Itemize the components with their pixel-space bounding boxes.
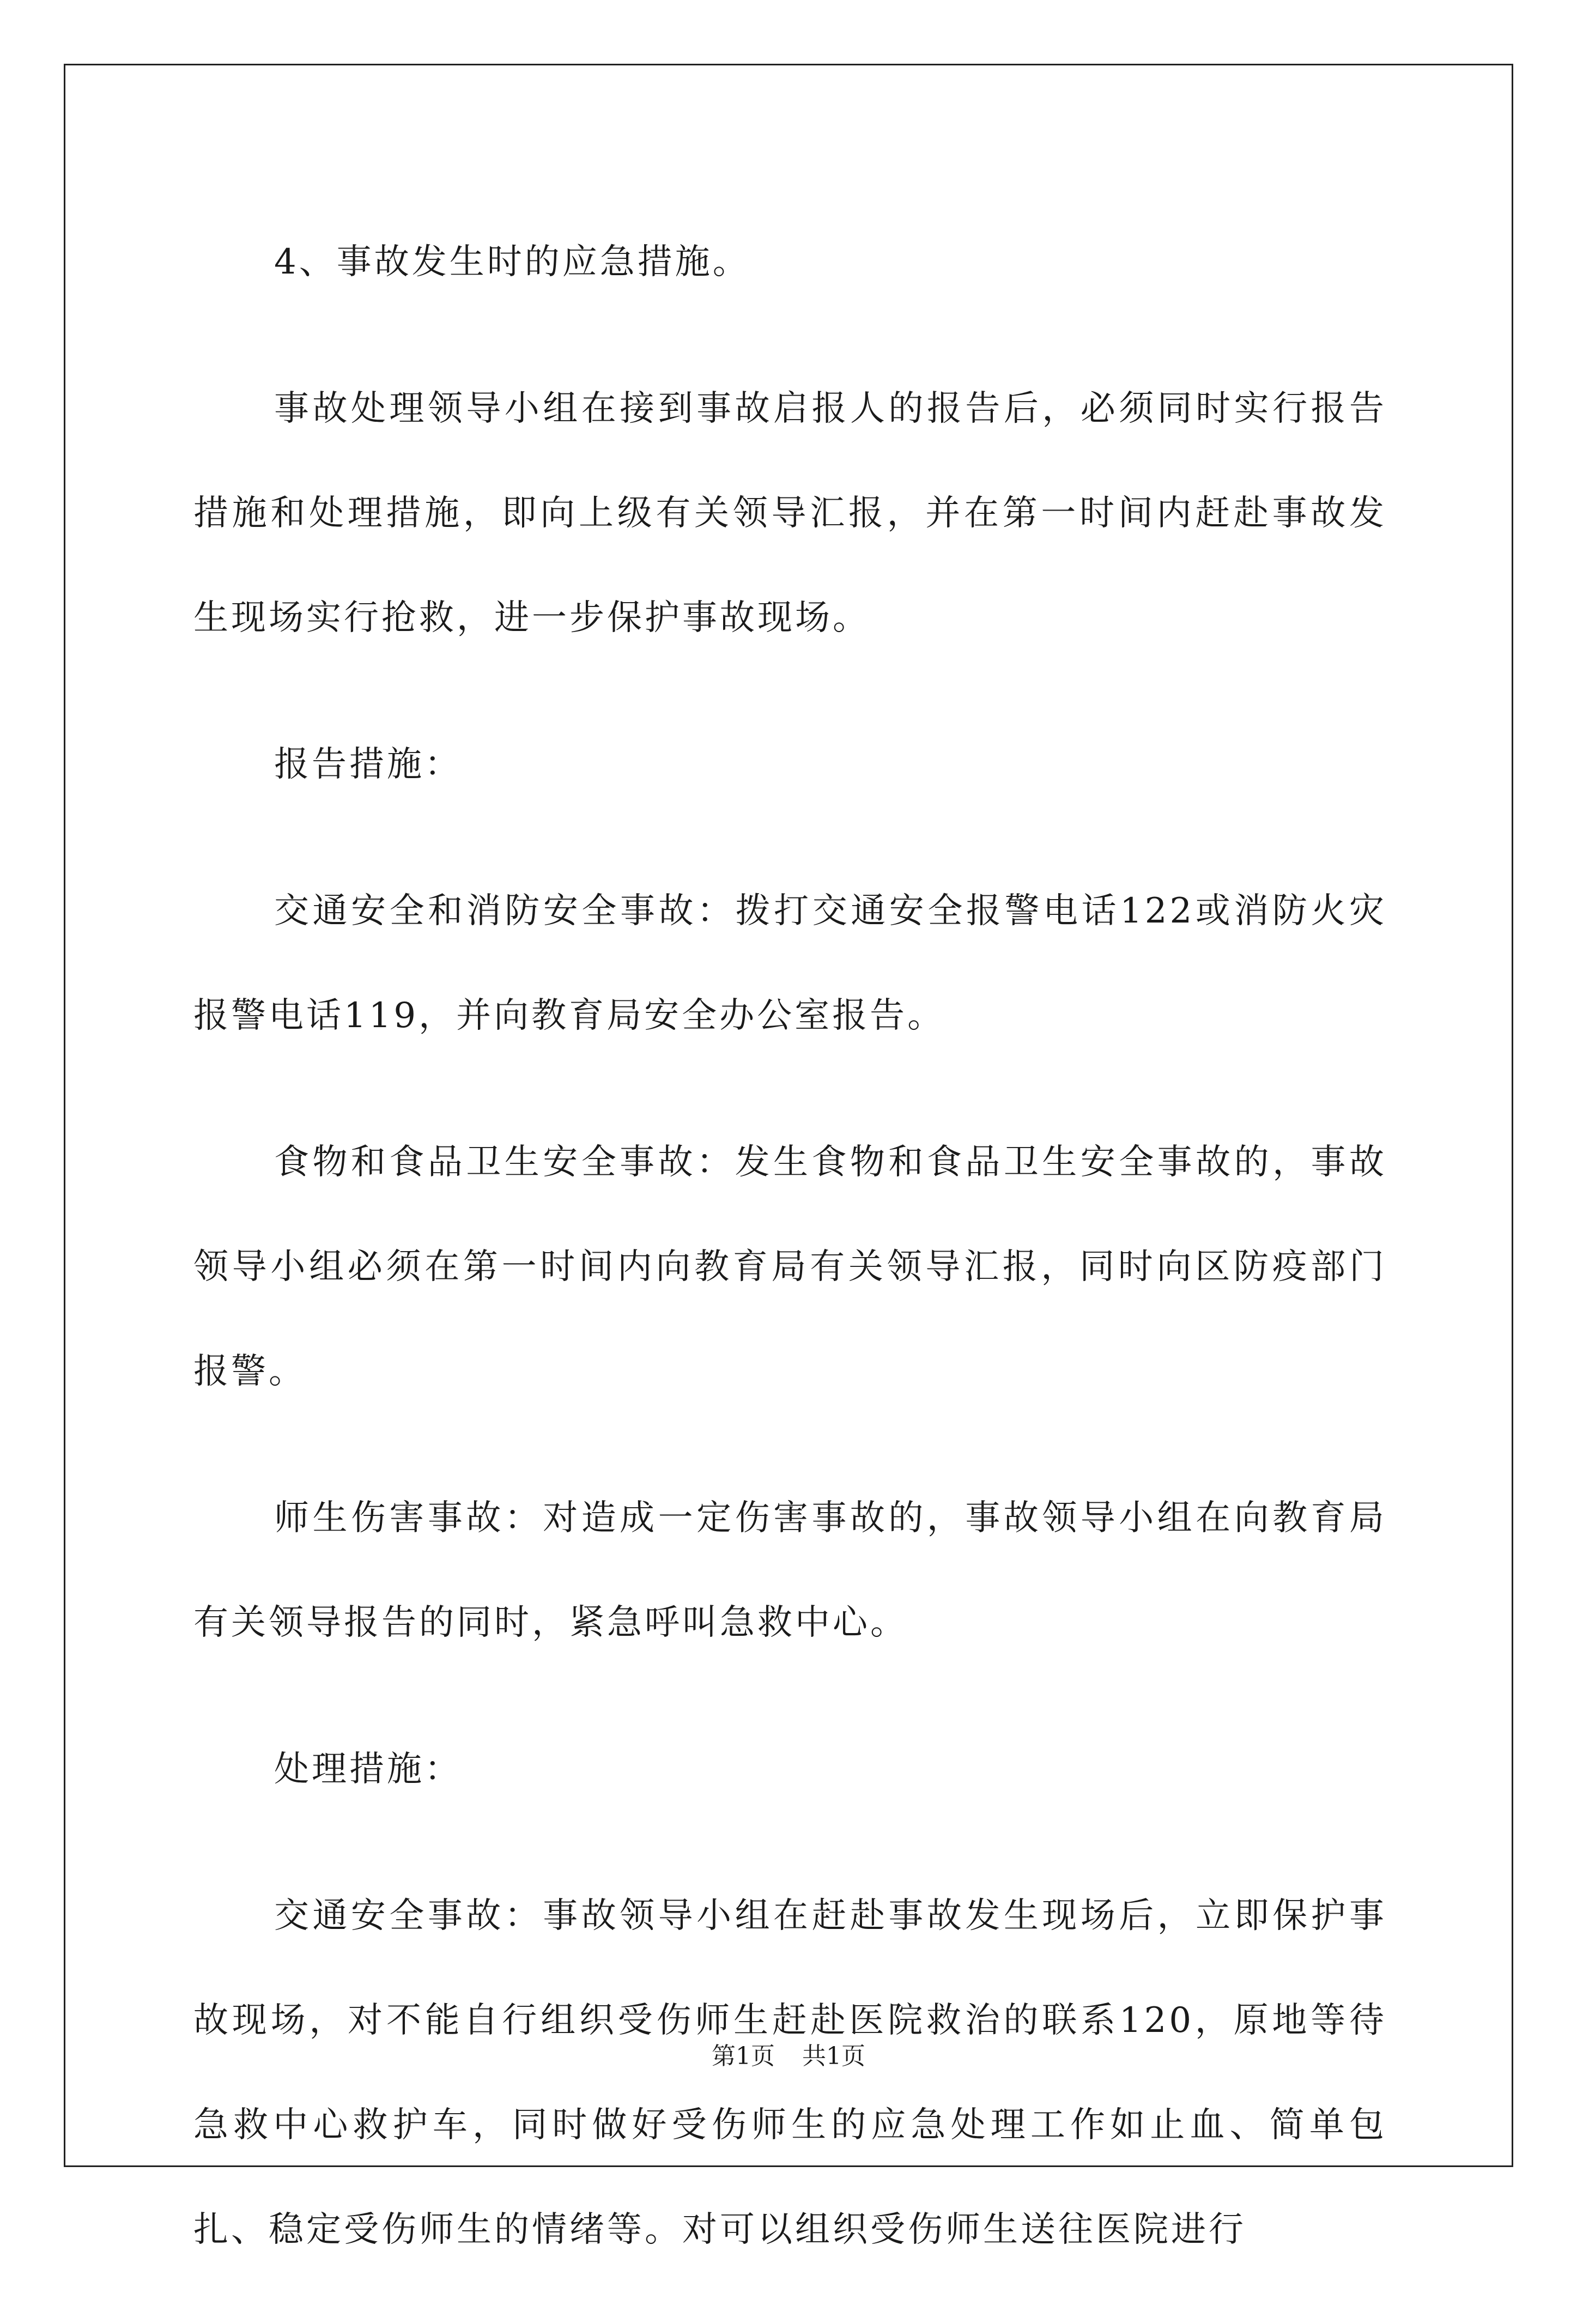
- subheading-handling-measures: 处理措施：: [274, 1749, 462, 1789]
- paragraph-leadership-response: 事故处理领导小组在接到事故启报人的报告后，必须同时实行报告措施和处理措施，即向上级有关领导汇报，并在第一时间内赶赴事故发生现场实行抢救，进一步保护事故现场。: [193, 389, 1387, 638]
- document-body: [193, 210, 1387, 2324]
- paragraph-injury-report: 师生伤害事故：对造成一定伤害事故的，事故领导小组在向教育局有关领导报告的同时，紧急呼叫急救中心。: [193, 1498, 1387, 1643]
- subheading-report-measures: 报告措施：: [274, 744, 462, 785]
- paragraph-traffic-handling: 交通安全事故：事故领导小组在赶赴事故发生现场后，立即保护事故现场，对不能自行组织受伤师生赶赴医院救治的联系120，原地等待急救中心救护车，同时做好受伤师生的应急处理工作如止血、简单包扎、稳定受伤师生的情绪等。对可以组织受伤师生送往医院进行: [193, 1896, 1387, 2250]
- paragraph-traffic-fire-report: 交通安全和消防安全事故：拨打交通安全报警电话122或消防火灾报警电话119，并向教育局安全办公室报告。: [193, 891, 1387, 1036]
- section-heading-emergency-measures: 4、事故发生时的应急措施。: [274, 242, 750, 282]
- page-total: 共1页: [802, 2042, 865, 2070]
- page-number: 第1页: [712, 2042, 775, 2070]
- paragraph-food-safety-report: 食物和食品卫生安全事故：发生食物和食品卫生安全事故的，事故领导小组必须在第一时间内向教育局有关领导汇报，同时向区防疫部门报警。: [193, 1142, 1387, 1392]
- page-footer: [0, 2040, 1577, 2073]
